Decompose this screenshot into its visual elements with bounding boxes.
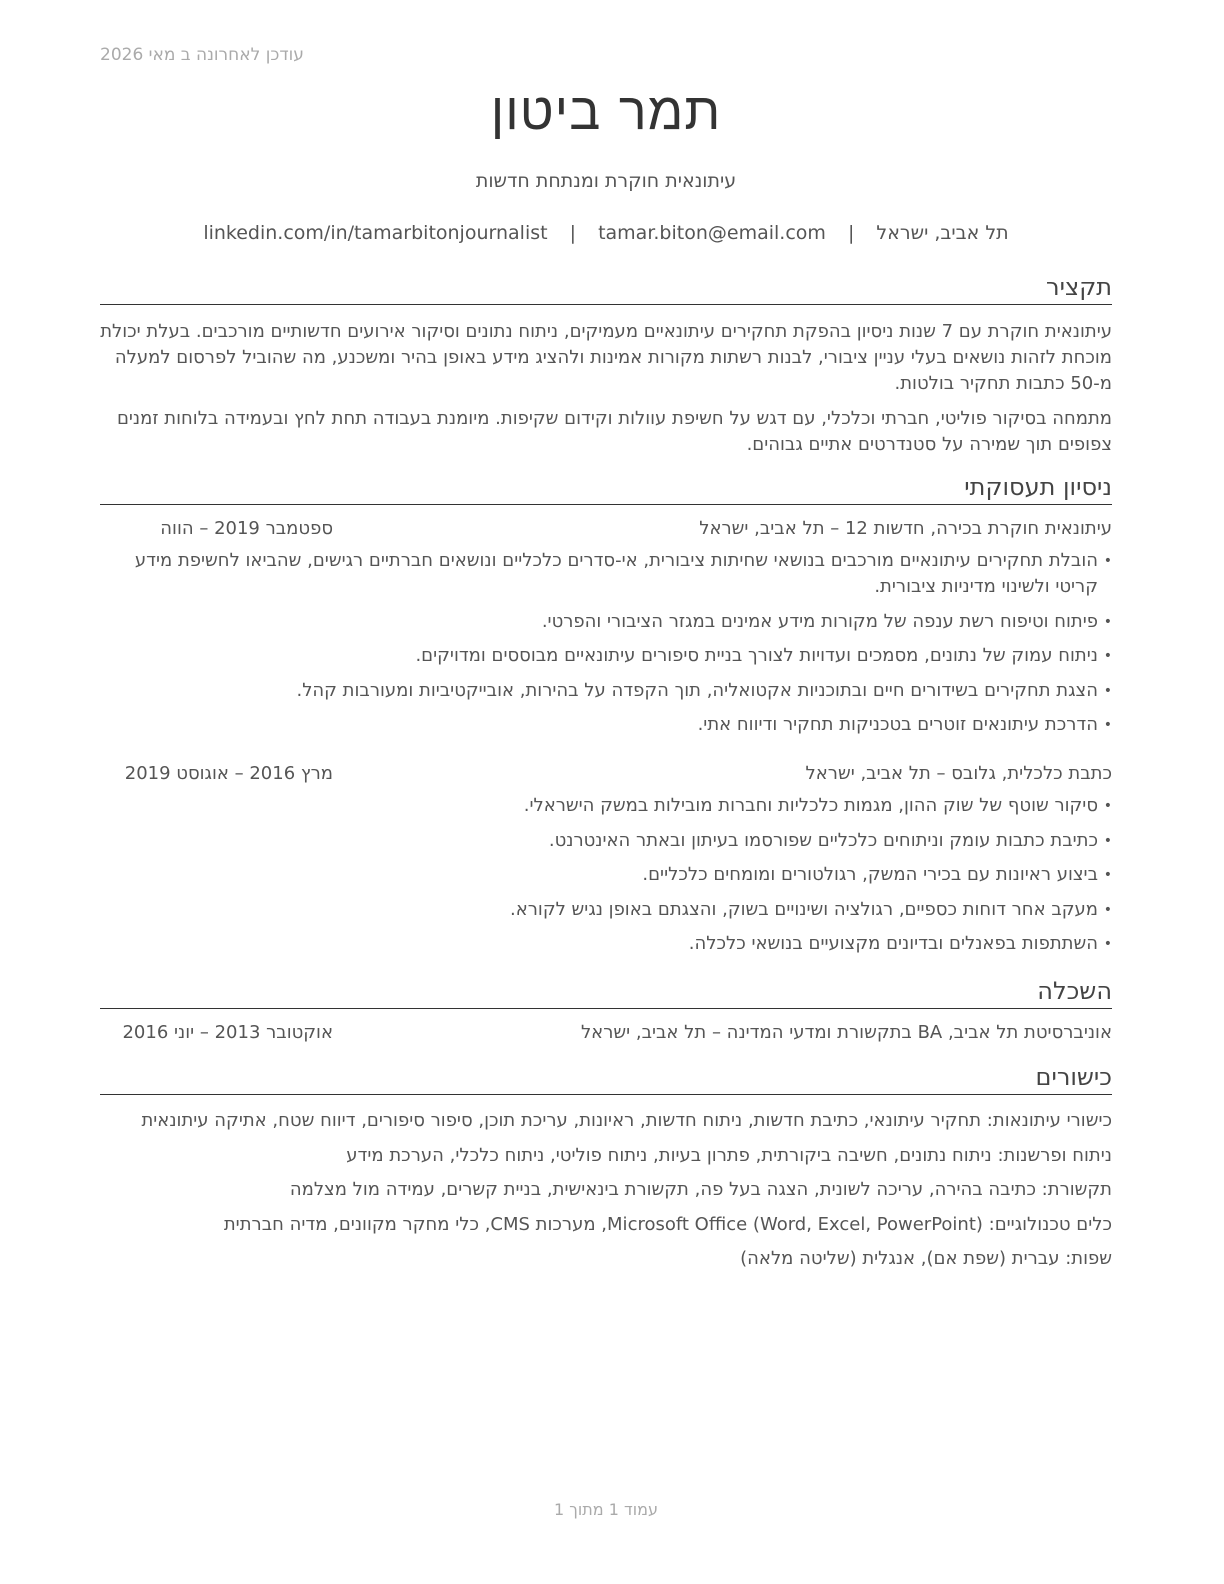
candidate-subtitle: עיתונאית חוקרת ומנתחת חדשות — [475, 170, 737, 192]
section-title-education: השכלה — [100, 978, 1112, 1009]
job-dates: ספטמבר 2019 – הווה — [160, 518, 333, 539]
bullet-item: • ביצוע ראיונות עם בכירי המשק, רגולטורים ומומחים כלכליים. — [100, 862, 1112, 888]
job-header — [100, 518, 1112, 542]
contact-email[interactable]: tamar.biton@email.com — [598, 222, 826, 244]
last-updated: עודכן לאחרונה ב מאי 2026 — [100, 45, 304, 65]
bullet-item: • ניתוח עמוק של נתונים, מסמכים ועדויות לצורך בניית סיפורים עיתונאיים מבוססים ומדויקים. — [100, 643, 1112, 669]
job-dates: מרץ 2016 – אוגוסט 2019 — [124, 763, 333, 784]
skills-line: כלים טכנולוגיים: Microsoft Office (Word, Excel, PowerPoint), מערכות CMS, כלי מחקר מקוונים, מדיה חברתית — [223, 1213, 1112, 1235]
page-number: עמוד 1 מתוך 1 — [554, 1500, 658, 1519]
job-bullets — [100, 548, 1112, 747]
bullet-item: • הדרכת עיתונאים זוטרים בטכניקות תחקיר ודיווח אתי. — [100, 712, 1112, 738]
bullet-item: • מעקב אחר דוחות כספיים, רגולציה ושינויים בשוק, והצגתם באופן נגיש לקורא. — [100, 897, 1112, 923]
candidate-name: תמר ביטון — [490, 82, 722, 142]
education-entry — [100, 1022, 1112, 1046]
bullet-item: • השתתפות בפאנלים ובדיונים מקצועיים בנושאי כלכלה. — [100, 931, 1112, 957]
skills-line: שפות: עברית (שפת אם), אנגלית (שליטה מלאה) — [740, 1248, 1112, 1269]
education-dates: אוקטובר 2013 – יוני 2016 — [122, 1022, 333, 1043]
summary-paragraph: עיתונאית חוקרת עם 7 שנות ניסיון בהפקת תחקירים עיתונאיים מעמיקים, ניתוח נתונים וסיקור אירועים חדשותיים מורכבים. בעלת יכולת מוכחת לזהות נושאים בעלי עניין ציבורי, לבנות רשתות מקורות אמינות ולהציג מידע באופן בהיר ומשכנע, מה שהוביל לפרסום למעלה מ-50 כתבות תחקיר בולטות. — [100, 321, 1112, 394]
contact-linkedin[interactable]: linkedin.com/in/tamarbitonjournalist — [203, 222, 548, 244]
contact-line — [100, 222, 1112, 244]
skills-line: תקשורת: כתיבה בהירה, עריכה לשונית, הצגה בעל פה, תקשורת בינאישית, בניית קשרים, עמידה מול מצלמה — [289, 1179, 1112, 1200]
section-title-skills: כישורים — [100, 1064, 1112, 1095]
bullet-item: • כתיבת כתבות עומק וניתוחים כלכליים שפורסמו בעיתון ובאתר האינטרנט. — [100, 828, 1112, 854]
job-role: עיתונאית חוקרת בכירה, חדשות 12 – תל אביב, ישראל — [699, 518, 1112, 539]
skills-list — [100, 1108, 1112, 1281]
contact-separator: | — [847, 222, 855, 244]
resume-page — [100, 0, 1112, 1584]
section-title-experience: ניסיון תעסוקתי — [100, 474, 1112, 505]
job-role: כתבת כלכלית, גלובס – תל אביב, ישראל — [805, 763, 1112, 784]
bullet-item: • הובלת תחקירים עיתונאיים מורכבים בנושאי שחיתות ציבורית, אי-סדרים כלכליים ונושאים חברתיים רגישים, שהביאו לחשיפת מידע קריטי ולשינוי מדיניות ציבורית. — [100, 548, 1112, 600]
contact-separator: | — [569, 222, 577, 244]
education-degree: אוניברסיטת תל אביב, BA בתקשורת ומדעי המדינה – תל אביב, ישראל — [580, 1022, 1112, 1043]
summary-paragraph: מתמחה בסיקור פוליטי, חברתי וכלכלי, עם דגש על חשיפת עוולות וקידום שקיפות. מיומנת בעבודה תחת לחץ ובעמידה בלוחות זמנים צפופים תוך שמירה על סטנדרטים אתיים גבוהים. — [116, 408, 1112, 455]
bullet-item: • פיתוח וטיפוח רשת ענפה של מקורות מידע אמינים במגזר הציבורי והפרטי. — [100, 609, 1112, 635]
skills-line: ניתוח ופרשנות: ניתוח נתונים, חשיבה ביקורתית, פתרון בעיות, ניתוח פוליטי, ניתוח כלכלי, הערכת מידע — [346, 1144, 1112, 1166]
skills-line: כישורי עיתונאות: תחקיר עיתונאי, כתיבת חדשות, ניתוח חדשות, ראיונות, עריכת תוכן, סיפור סיפורים, דיווח שטח, אתיקה עיתונאית — [141, 1110, 1112, 1131]
contact-location: תל אביב, ישראל — [876, 222, 1009, 244]
bullet-item: • סיקור שוטף של שוק ההון, מגמות כלכליות וחברות מובילות במשק הישראלי. — [100, 793, 1112, 819]
bullet-item: • הצגת תחקירים בשידורים חיים ובתוכניות אקטואליה, תוך הקפדה על בהירות, אובייקטיביות ומעורבות קהל. — [100, 678, 1112, 704]
job-header — [100, 763, 1112, 787]
section-title-summary: תקציר — [100, 274, 1112, 305]
job-bullets — [100, 793, 1112, 966]
